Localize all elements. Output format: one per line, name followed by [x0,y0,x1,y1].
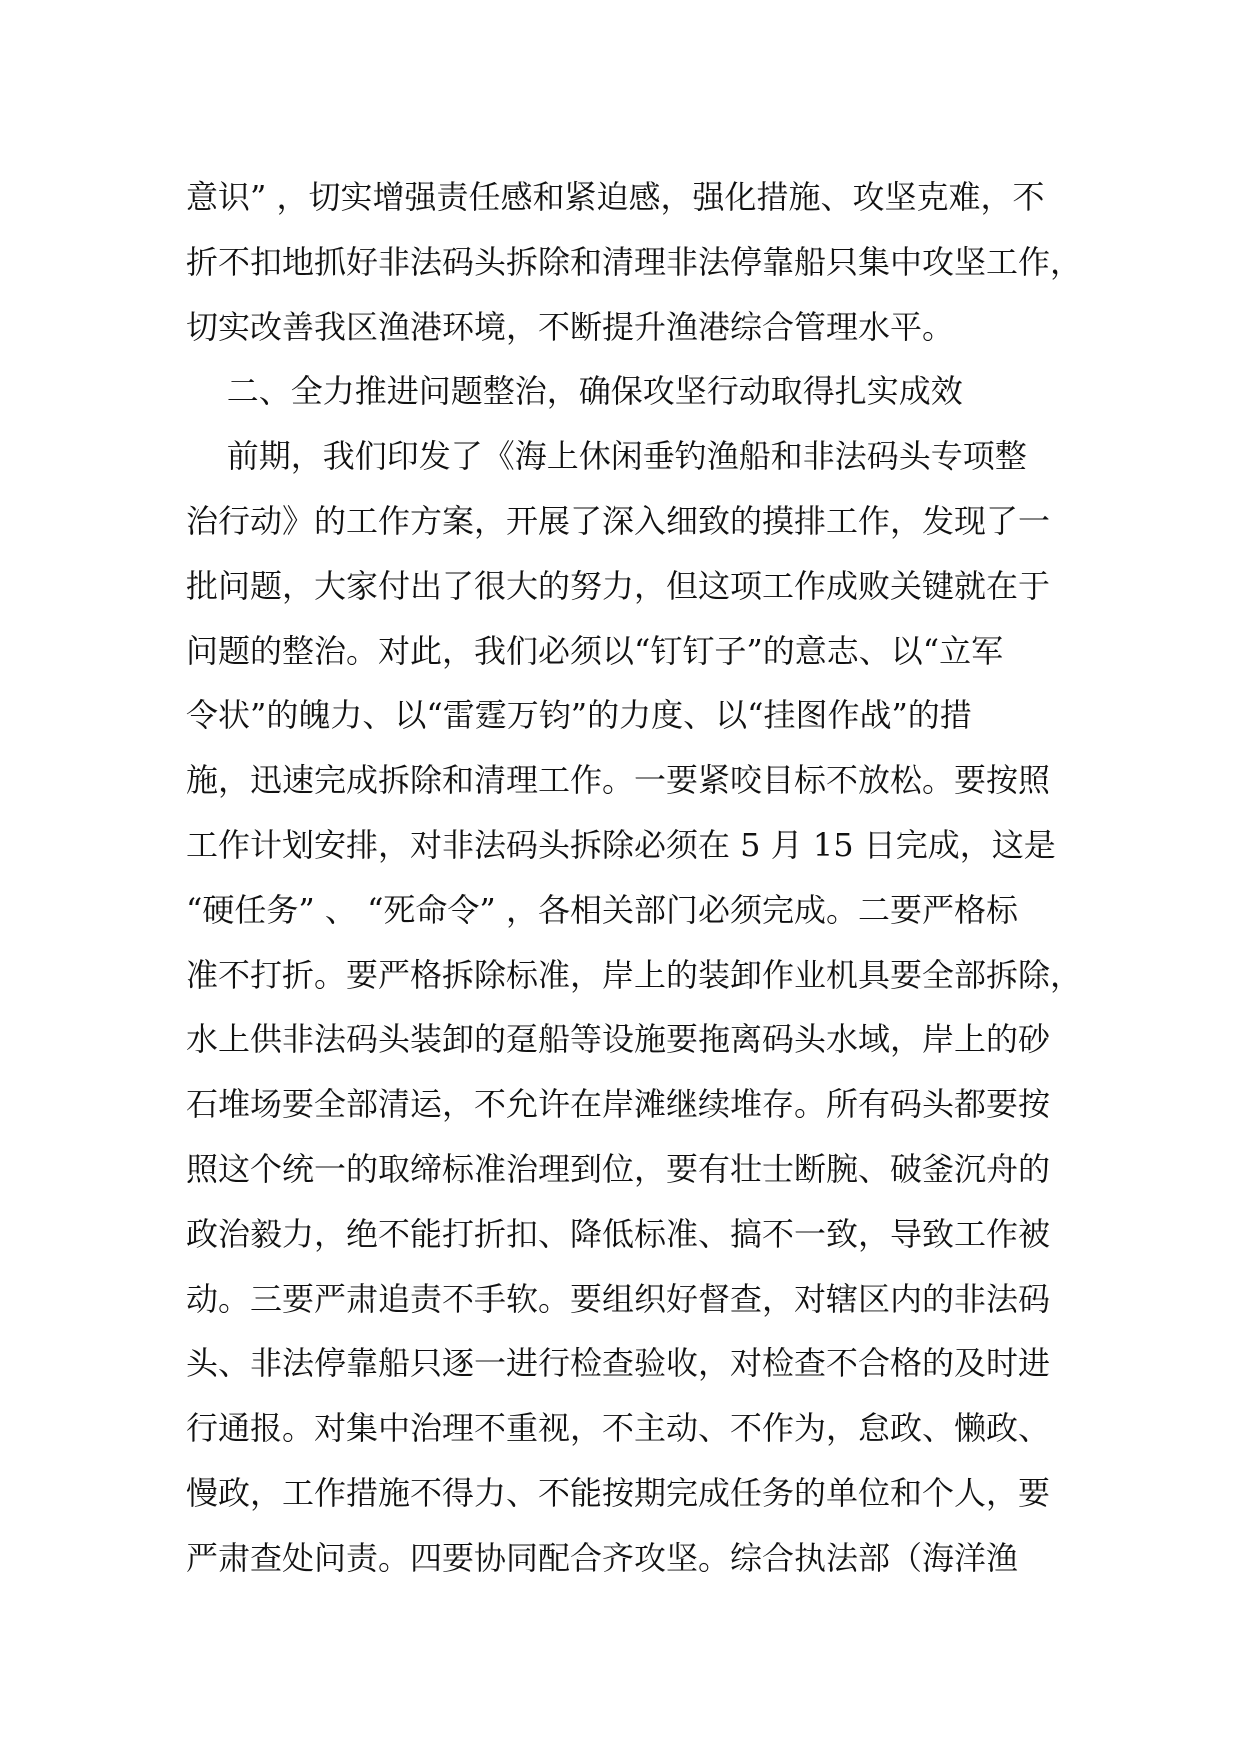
text-line: 前期，我们印发了《海上休闲垂钓渔船和非法码头专项整 [186,437,1027,476]
text-line: 政治毅力，绝不能打折扣、降低标准、搞不一致，导致工作被 [186,1214,1051,1253]
section-heading: 二、全力推进问题整治，确保攻坚行动取得扎实成效 [186,372,963,411]
text-line: 行通报。对集中治理不重视，不主动、不作为，怠政、懒政、 [186,1409,1051,1448]
text-line: 照这个统一的取缔标准治理到位，要有壮士断腕、破釜沉舟的 [186,1149,1051,1188]
text-line: 动。三要严肃追责不手软。要组织好督查，对辖区内的非法码 [186,1279,1051,1318]
text-line: 慢政，工作措施不得力、不能按期完成任务的单位和个人，要 [186,1473,1051,1512]
text-line: 严肃查处问责。四要协同配合齐攻坚。综合执法部（海洋渔 [186,1538,1019,1577]
text-line: “硬任务” 、 “死命令” ，各相关部门必须完成。二要严格标 [186,890,1018,929]
text-line: 准不打折。要严格拆除标准，岸上的装卸作业机具要全部拆除， [186,955,1083,994]
text-line: 头、非法停靠船只逐一进行检查验收，对检查不合格的及时进 [186,1344,1051,1383]
text-line: 问题的整治。对此，我们必须以“钉钉子”的意志、以“立军 [186,631,1004,670]
text-line: 石堆场要全部清运，不允许在岸滩继续堆存。所有码头都要按 [186,1085,1051,1124]
text-line: 批问题，大家付出了很大的努力，但这项工作成败关键就在于 [186,566,1051,605]
text-line: 水上供非法码头装卸的趸船等设施要拖离码头水域，岸上的砂 [186,1020,1051,1059]
text-line: 工作计划安排，对非法码头拆除必须在 5 月 15 日完成，这是 [186,825,1056,864]
text-line: 折不扣地抓好非法码头拆除和清理非法停靠船只集中攻坚工作， [186,242,1083,281]
text-line: 治行动》的工作方案，开展了深入细致的摸排工作，发现了一 [186,501,1051,540]
text-line: 施，迅速完成拆除和清理工作。一要紧咬目标不放松。要按照 [186,761,1051,800]
text-line: 切实改善我区渔港环境，不断提升渔港综合管理水平。 [186,307,955,346]
body-text [186,165,1086,1591]
text-line: 意识” ，切实增强责任感和紧迫感，强化措施、攻坚克难，不 [186,178,1045,216]
text-line: 令状”的魄力、以“雷霆万钧”的力度、以“挂图作战”的措 [186,696,972,735]
